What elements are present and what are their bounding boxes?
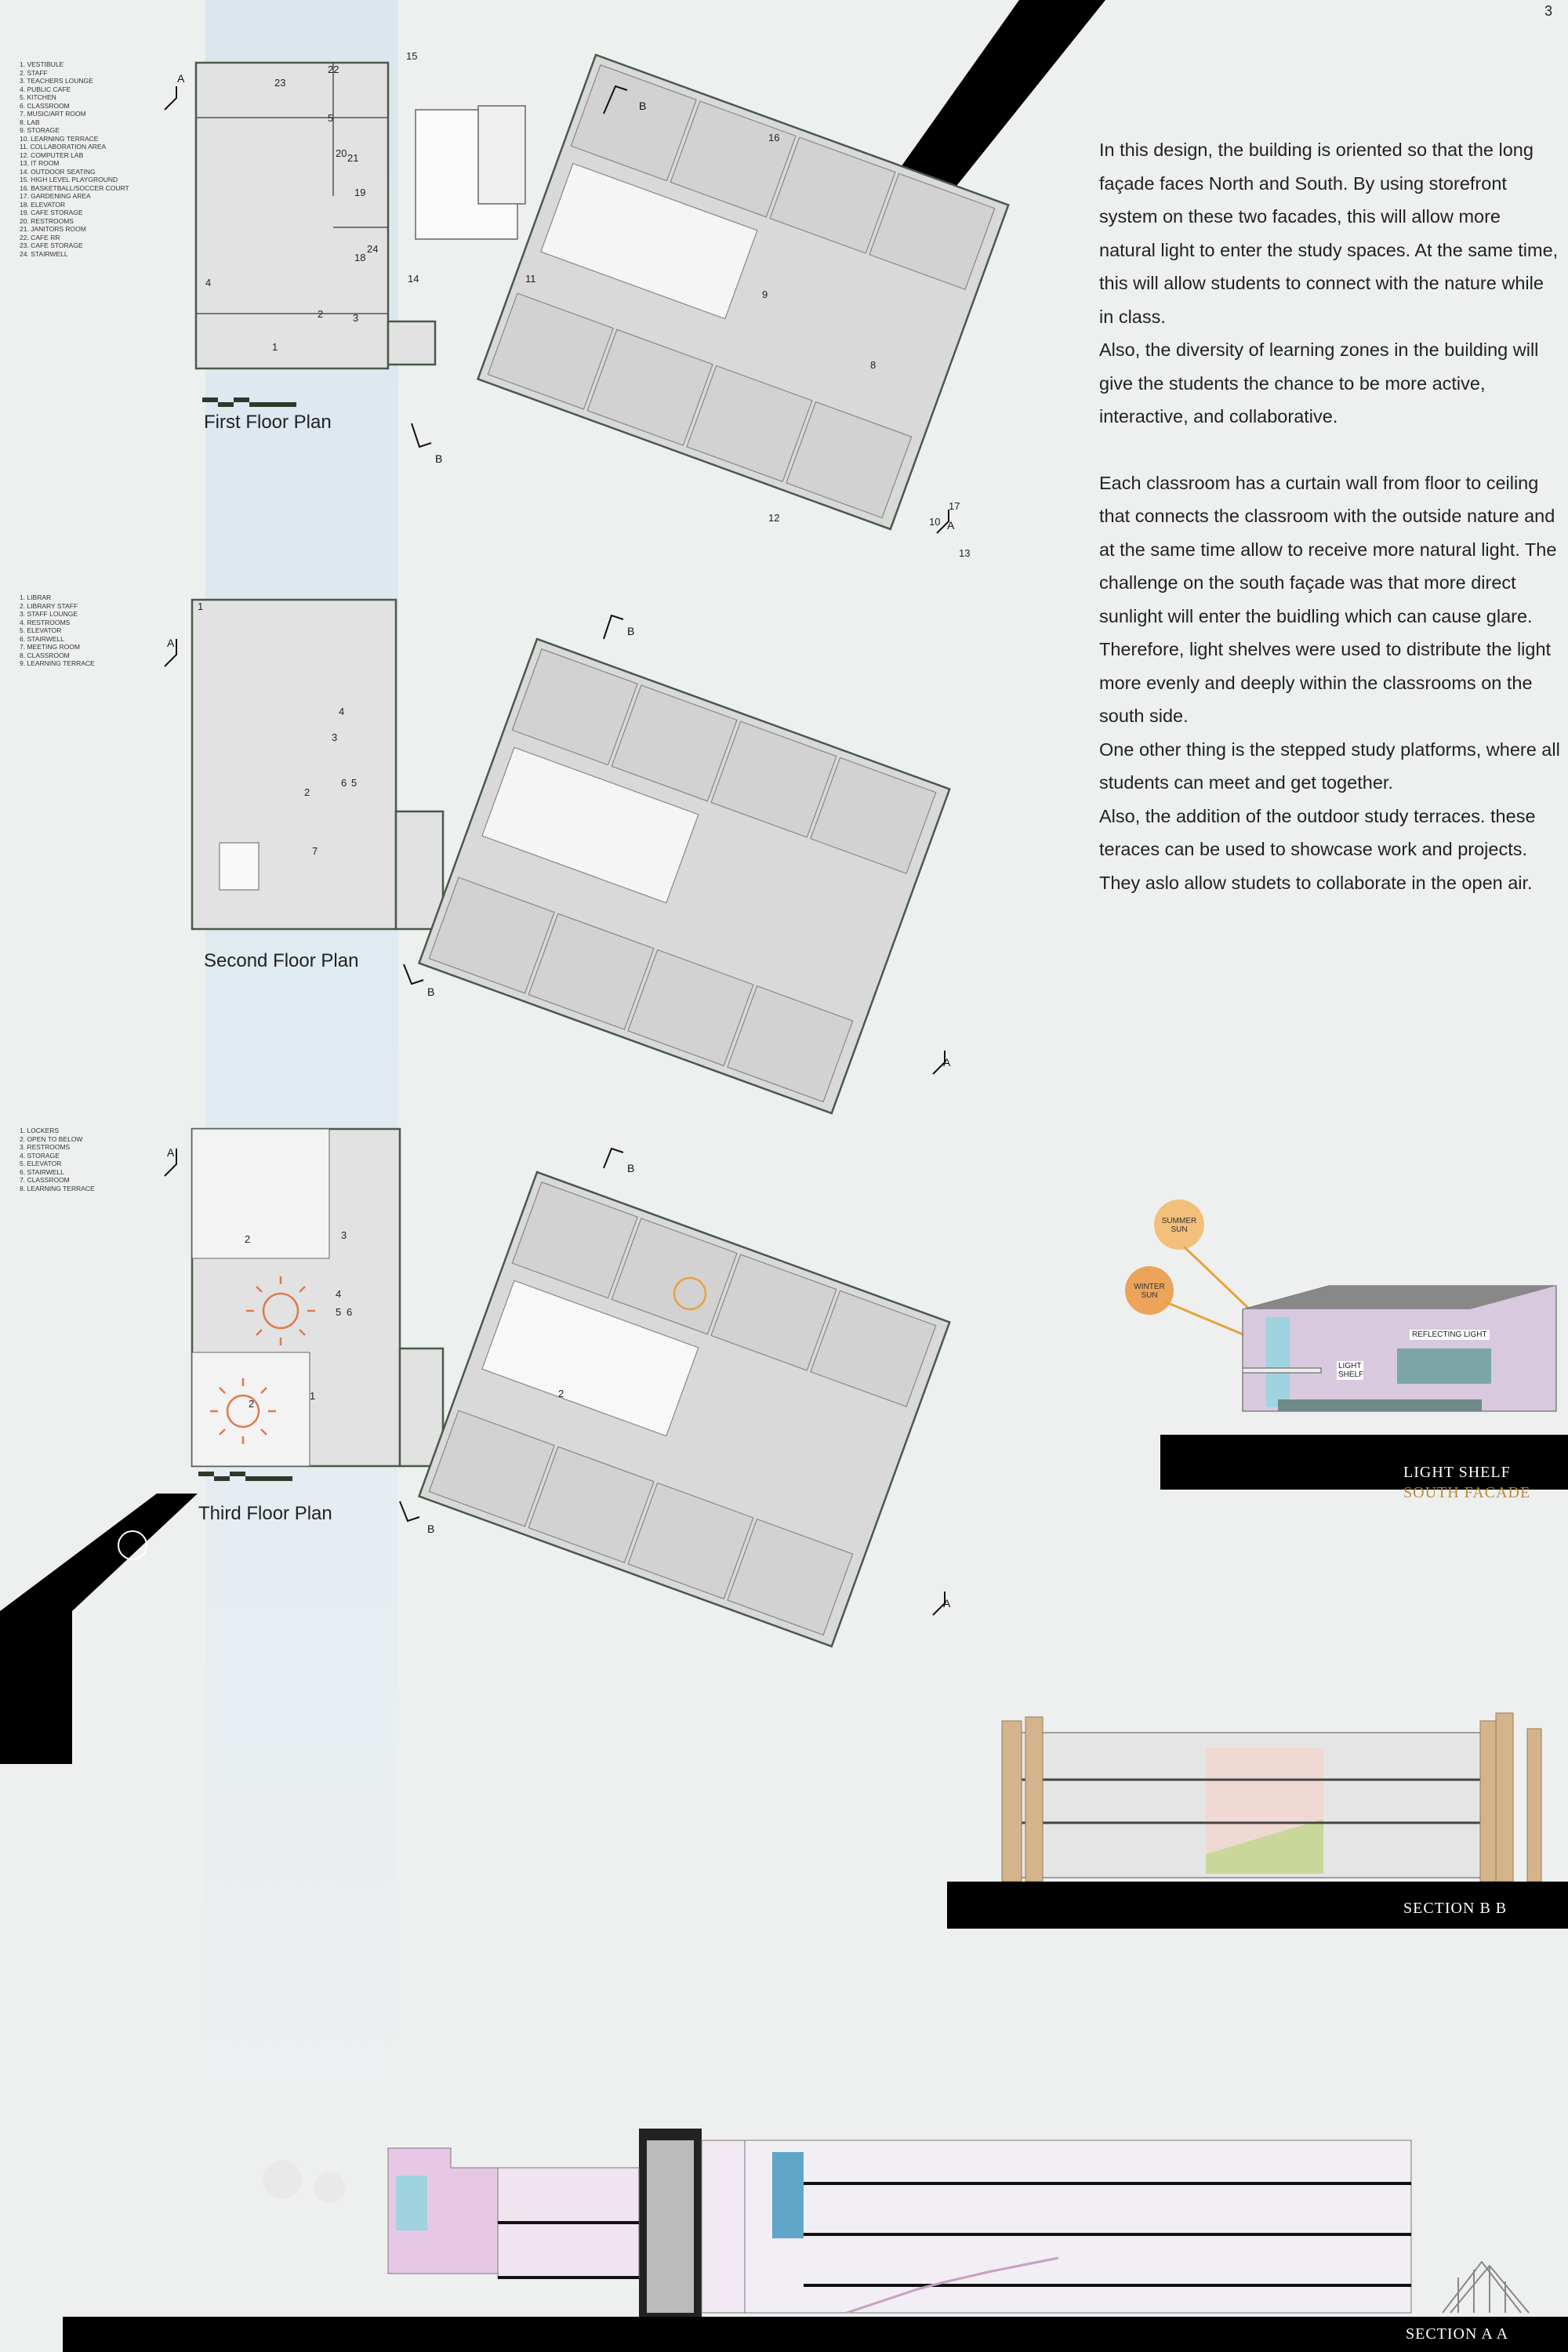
svg-text:1: 1 [310,1390,316,1402]
svg-text:2: 2 [245,1233,251,1245]
legend-item: 18. ELEVATOR [20,200,66,209]
legend-item: 11. COLLABORATION AREA [20,143,107,151]
section-aa-drawing [63,2117,1568,2352]
svg-text:4: 4 [339,706,345,717]
south-facade-caption: SOUTH FACADE [1403,1484,1531,1501]
svg-text:5: 5 [351,777,358,789]
legend-item: 6. STAIRWELL [20,634,64,643]
svg-text:4: 4 [205,277,212,289]
legend-item: 9. LEARNING TERRACE [20,659,95,667]
legend-item: 1. LIBRAR [20,593,52,601]
reflecting-light-label: REFLECTING LIGHT [1410,1330,1490,1340]
svg-text:14: 14 [408,273,419,285]
description-p3: Each classroom has a curtain wall from floor to ceiling that connects the classroom with the outside nature and at the same time allow to receive more natural light. The [1099,472,1557,560]
section-aa-caption: SECTION A A [1406,2325,1509,2343]
svg-text:17: 17 [949,500,960,512]
light-shelf-label: LIGHT SHELF [1338,1362,1364,1379]
light-shelf-diagram [1160,1223,1568,1490]
svg-text:16: 16 [768,132,780,143]
svg-text:15: 15 [406,50,418,62]
legend-item: 2. OPEN TO BELOW [20,1134,83,1143]
legend-item: 5. KITCHEN [20,93,56,101]
description-p1: In this design, the building is oriented so that the long façade faces North and South. By using storefront system on these two facades, this will allow more natural light to enter the study spaces. At the same time, this will allow students to connect with the nature while in class. [1099,140,1559,327]
legend-item: 1. LOCKERS [20,1127,60,1134]
svg-text:A: A [947,519,955,532]
page-number: 3 [1544,3,1553,19]
legend-item: 8. LAB [20,118,40,126]
svg-text:3: 3 [332,731,338,743]
legend-item: 4. PUBLIC CAFE [20,85,71,93]
svg-text:7: 7 [312,845,318,857]
svg-text:A: A [167,1146,175,1159]
svg-text:6: 6 [347,1306,353,1318]
svg-text:23: 23 [274,77,286,89]
light-shelf-caption: LIGHT SHELF [1403,1464,1511,1481]
svg-text:2: 2 [558,1388,564,1399]
svg-text:3: 3 [341,1229,347,1241]
svg-text:2: 2 [304,786,310,798]
legend-item: 5. ELEVATOR [20,1160,62,1167]
legend-item: 10. LEARNING TERRACE [20,134,99,143]
svg-text:11: 11 [525,273,536,285]
svg-text:22: 22 [328,64,339,75]
svg-text:12: 12 [768,512,780,524]
section-markers [0,0,1019,1646]
svg-text:9: 9 [762,289,768,300]
legend-item: 3. RESTROOMS [20,1143,71,1151]
sun-icon-lower [196,1364,290,1458]
svg-text:1: 1 [272,341,278,353]
legend-item: 19. CAFE STORAGE [20,209,83,216]
legend-item: 20. RESTROOMS [20,216,74,225]
legend-item: 7. MUSIC/ART ROOM [20,110,86,118]
legend-item: 6. CLASSROOM [20,101,70,110]
svg-text:B: B [427,985,435,998]
legend-item: 8. CLASSROOM [20,651,70,659]
svg-text:B: B [639,100,647,112]
legend-item: 14. OUTDOOR SEATING [20,167,96,176]
summer-sun-label: SUMMER SUN [1161,1217,1197,1234]
legend-item: 17. GARDENING AREA [20,192,91,200]
description-text [1099,133,1562,899]
svg-text:13: 13 [959,547,971,559]
svg-text:B: B [627,1162,635,1174]
second-floor-title: Second Floor Plan [204,950,359,971]
legend-item: 13. IT ROOM [20,159,60,167]
description-p2: Also, the diversity of learning zones in the building will give the students the chance to be more active, interactive, and collaborative. [1099,339,1539,426]
legend-item: 12. COMPUTER LAB [20,151,84,159]
description-p5: One other thing is the stepped study platforms, where all students can meet and get together. [1099,739,1560,793]
svg-text:10: 10 [929,516,941,528]
svg-text:21: 21 [347,152,359,164]
description-p4: challenge on the south façade was that more direct sunlight will enter the buidling which can cause glare. Therefore, light shelves were used to distribute the light more evenly and deeply within the classrooms on the south side. [1099,572,1552,726]
svg-text:A: A [177,72,185,85]
svg-text:20: 20 [336,147,347,159]
section-bb-caption: SECTION B B [1403,1900,1508,1917]
svg-text:8: 8 [870,359,877,371]
svg-text:5: 5 [328,112,334,124]
legend-item: 7. CLASSROOM [20,1176,70,1184]
legend-item: 6. STAIRWELL [20,1167,64,1176]
svg-text:18: 18 [354,252,366,263]
svg-text:B: B [427,1523,435,1535]
legend-item: 2. STAFF [20,68,48,77]
svg-text:A: A [167,637,175,649]
winter-sun-label: WINTER SUN [1134,1283,1165,1300]
svg-text:A: A [943,1056,951,1069]
svg-text:24: 24 [367,243,379,255]
svg-text:1: 1 [198,601,204,612]
legend-item: 9. STORAGE [20,126,60,134]
svg-text:3: 3 [353,312,359,324]
legend-item: 16. BASKETBALL/SOCCER COURT [20,183,129,192]
svg-text:6: 6 [341,777,347,789]
legend-item: 15. HIGH LEVEL PLAYGROUND [20,176,118,183]
svg-text:B: B [435,452,443,465]
legend-item: 7. MEETING ROOM [20,643,80,651]
legend-item: 1. VESTIBULE [20,60,64,68]
legend-item: 4. RESTROOMS [20,618,71,626]
svg-text:5: 5 [336,1306,342,1318]
legend-item: 24. STAIRWELL [20,249,68,258]
svg-text:A: A [943,1597,951,1610]
first-floor-title: First Floor Plan [204,412,332,433]
description-p6: Also, the addition of the outdoor study terraces. these teraces can be used to showcase work and projects. They aslo allow studets to collaborate in the open air. [1099,805,1536,893]
legend-item: 8. LEARNING TERRACE [20,1184,95,1192]
legend-item: 3. TEACHERS LOUNGE [20,77,93,85]
legend-item: 21. JANITORS ROOM [20,225,86,233]
svg-text:19: 19 [354,187,366,198]
svg-text:2: 2 [249,1398,255,1410]
svg-text:B: B [627,625,635,637]
legend-item: 23. CAFE STORAGE [20,241,83,249]
legend-item: 2. LIBRARY STAFF [20,601,78,610]
legend-item: 22. CAFE RR [20,233,60,241]
legend-item: 5. ELEVATOR [20,626,62,634]
svg-text:2: 2 [318,308,324,320]
svg-text:4: 4 [336,1288,342,1300]
legend-item: 3. STAFF LOUNGE [20,610,78,618]
section-bb-drawing [947,1705,1568,1929]
legend-item: 4. STORAGE [20,1151,60,1160]
third-floor-title: Third Floor Plan [198,1503,332,1524]
